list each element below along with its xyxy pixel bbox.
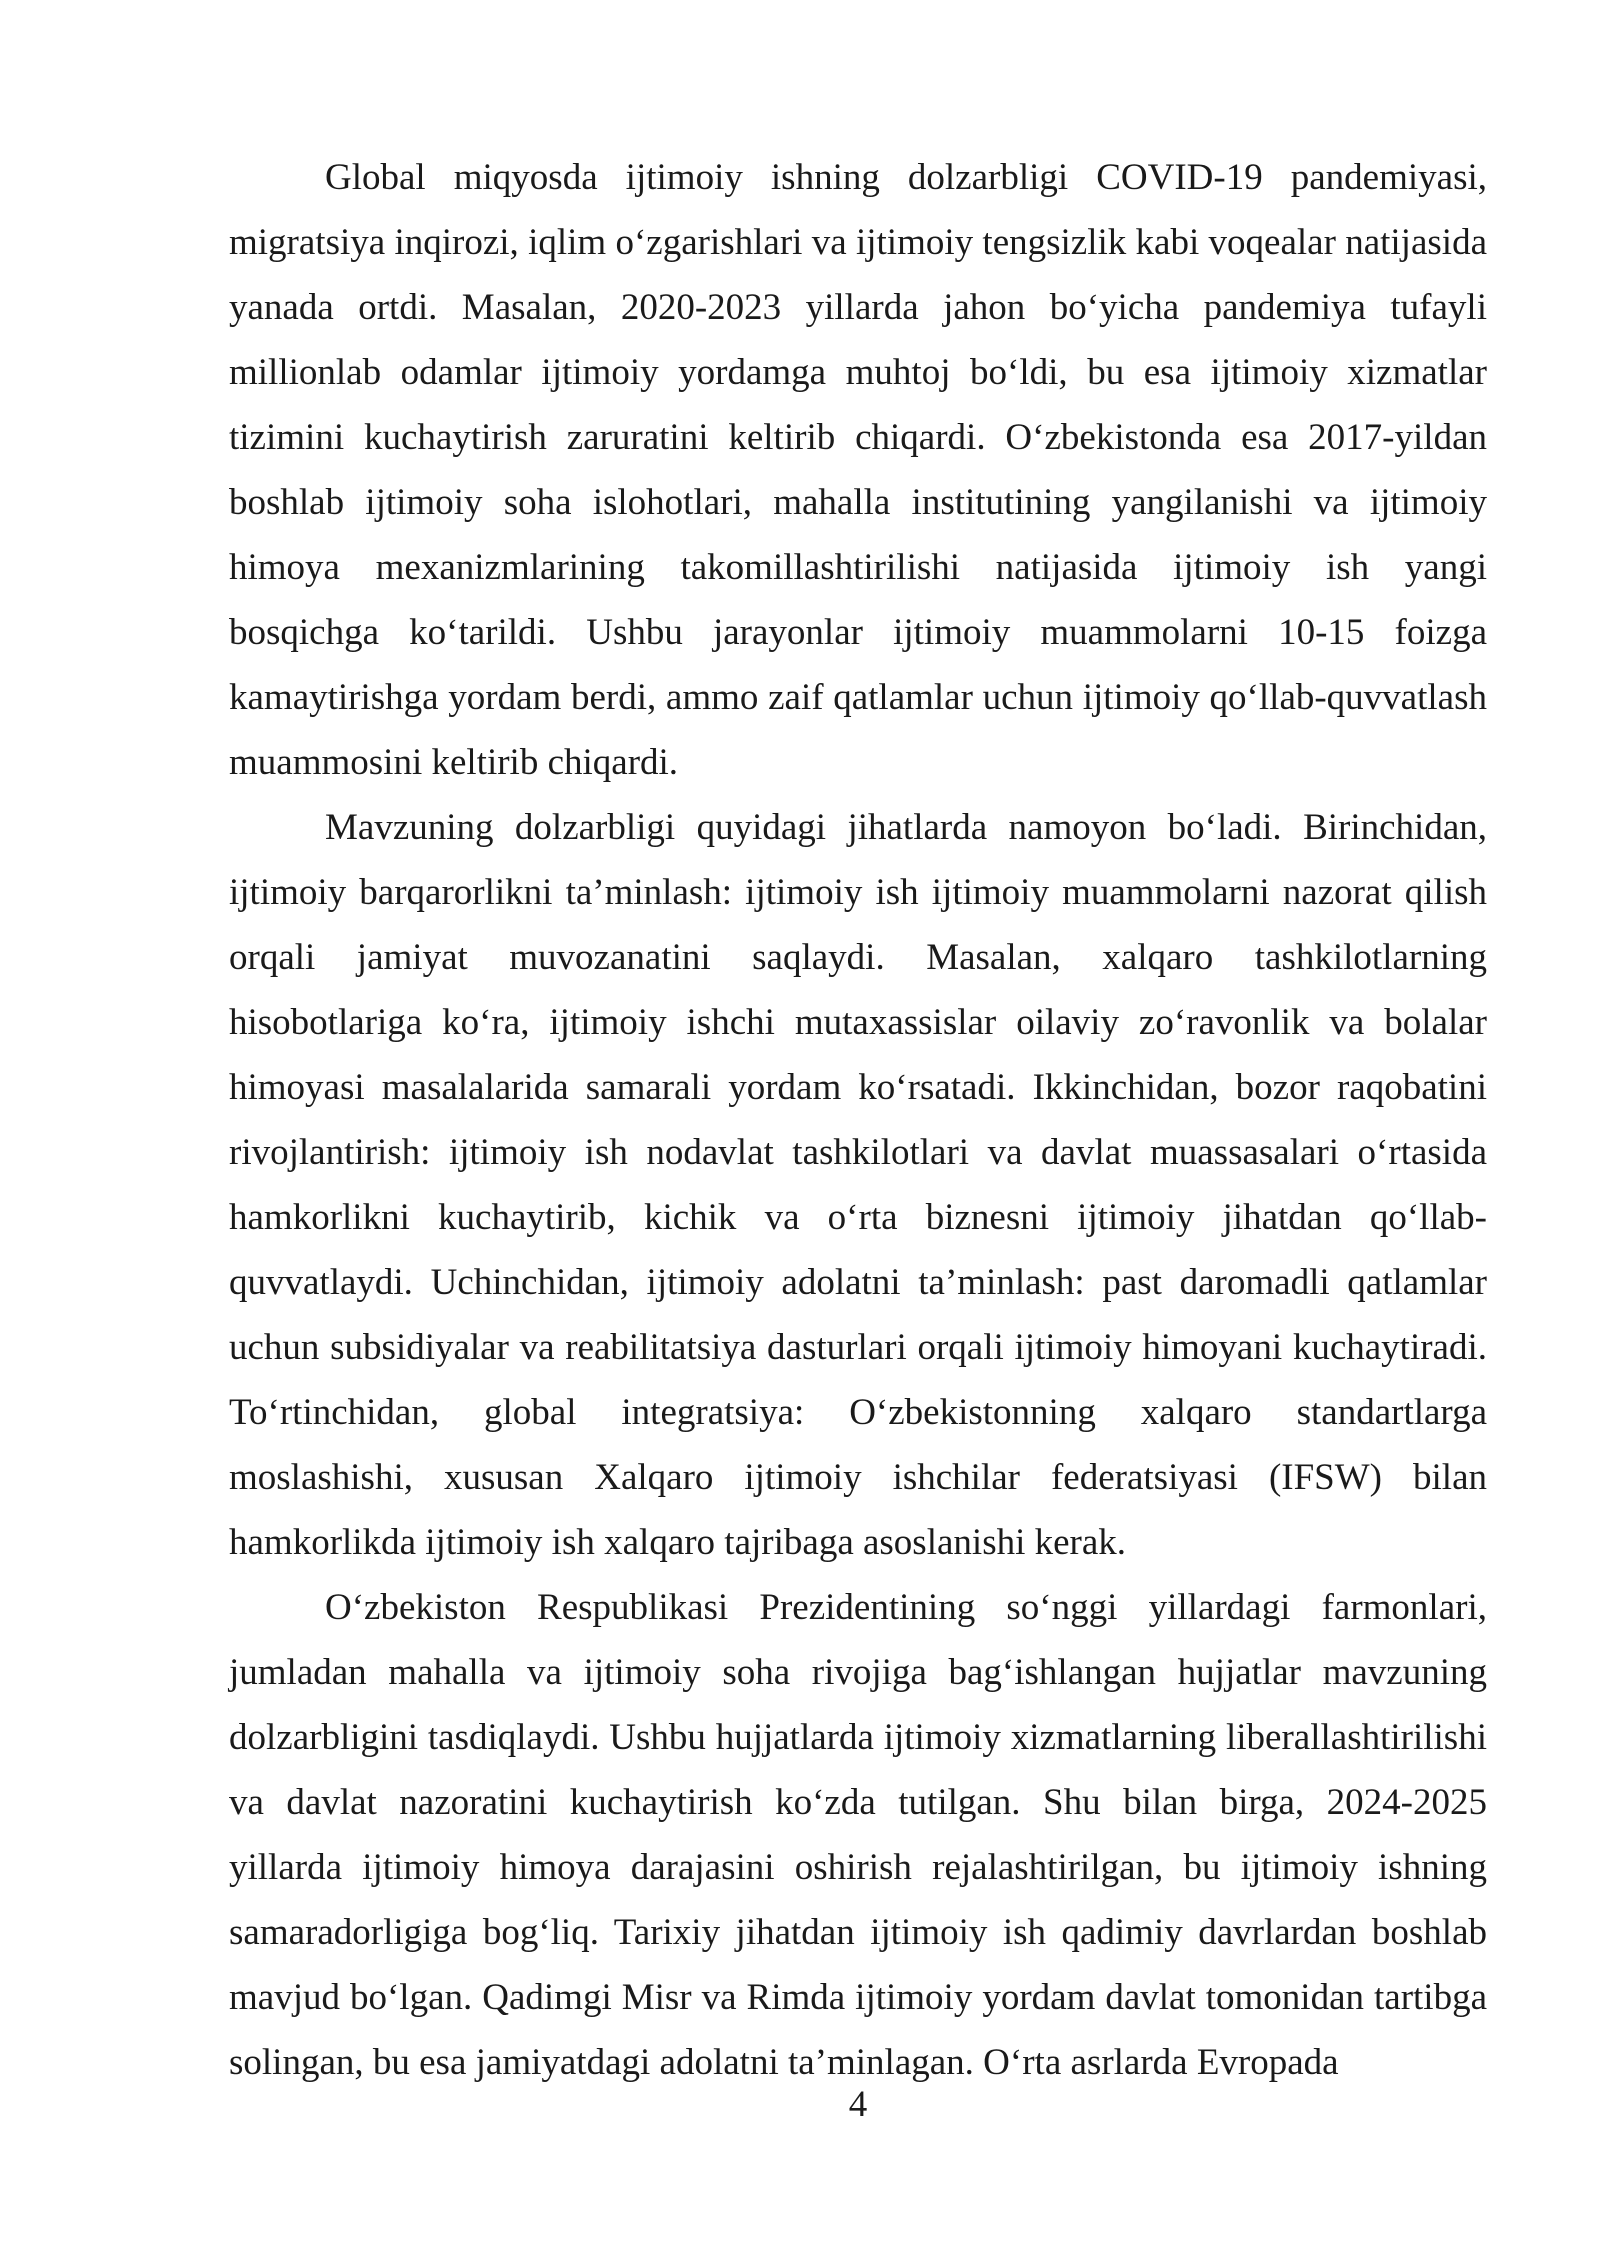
paragraph-2: Mavzuning dolzarbligi quyidagi jihatlarda namoyon boʻladi. Birinchidan, ijtimoiy barqarorlikni taʼminlash: ijtimoiy ish ijtimoiy muammolarni nazorat qilish orqali jamiyat muvozanatini saqlaydi. Masalan, xalqaro tashkilotlarning hisobotlariga koʻra, ijtimoiy ishchi mutaxassislar oilaviy zoʻravonlik va bolalar himoyasi masalalarida samarali yordam koʻrsatadi. Ikkinchidan, bozor raqobatini rivojlantirish: ijtimoiy ish nodavlat tashkilotlari va davlat muassasalari oʻrtasida hamkorlikni kuchaytirib, kichik va oʻrta biznesni ijtimoiy jihatdan qoʻllab-quvvatlaydi. Uchinchidan, ijtimoiy adolatni taʼminlash: past daromadli qatlamlar uchun subsidiyalar va reabilitatsiya dasturlari orqali ijtimoiy himoyani kuchaytiradi. Toʻrtinchidan, global integratsiya: Oʻzbekistonning xalqaro standartlarga moslashishi, xususan Xalqaro ijtimoiy ishchilar federatsiyasi (IFSW) bilan hamkorlikda ijtimoiy ish xalqaro tajribaga asoslanishi kerak. xyxy=(229,807,1487,1563)
paragraph-1: Global miqyosda ijtimoiy ishning dolzarbligi COVID-19 pandemiyasi, migratsiya inqirozi, iqlim oʻzgarishlari va ijtimoiy tengsizlik kabi voqealar natijasida yanada ortdi. Masalan, 2020-2023 yillarda jahon boʻyicha pandemiya tufayli millionlab odamlar ijtimoiy yordamga muhtoj boʻldi, bu esa ijtimoiy xizmatlar tizimini kuchaytirish zaruratini keltirib chiqardi. Oʻzbekistonda esa 2017-yildan boshlab ijtimoiy soha islohotlari, mahalla institutining yangilanishi va ijtimoiy himoya mexanizmlarining takomillashtirilishi natijasida ijtimoiy ish yangi bosqichga koʻtarildi. Ushbu jarayonlar ijtimoiy muammolarni 10-15 foizga kamaytirishga yordam berdi, ammo zaif qatlamlar uchun ijtimoiy qoʻllab-quvvatlash muammosini keltirib chiqardi. xyxy=(229,157,1487,783)
body-text xyxy=(229,145,1487,2095)
paragraph-3: Oʻzbekiston Respublikasi Prezidentining soʻnggi yillardagi farmonlari, jumladan mahalla va ijtimoiy soha rivojiga bagʻishlangan hujjatlar mavzuning dolzarbligini tasdiqlaydi. Ushbu hujjatlarda ijtimoiy xizmatlarning liberallashtirilishi va davlat nazoratini kuchaytirish koʻzda tutilgan. Shu bilan birga, 2024-2025 yillarda ijtimoiy himoya darajasini oshirish rejalashtirilgan, bu ijtimoiy ishning samaradorligiga bogʻliq. Tarixiy jihatdan ijtimoiy ish qadimiy davrlardan boshlab mavjud boʻlgan. Qadimgi Misr va Rimda ijtimoiy yordam davlat tomonidan tartibga solingan, bu esa jamiyatdagi adolatni taʼminlagan. Oʻrta asrlarda Evropada xyxy=(229,1587,1487,2083)
page-number: 4 xyxy=(848,2084,868,2125)
